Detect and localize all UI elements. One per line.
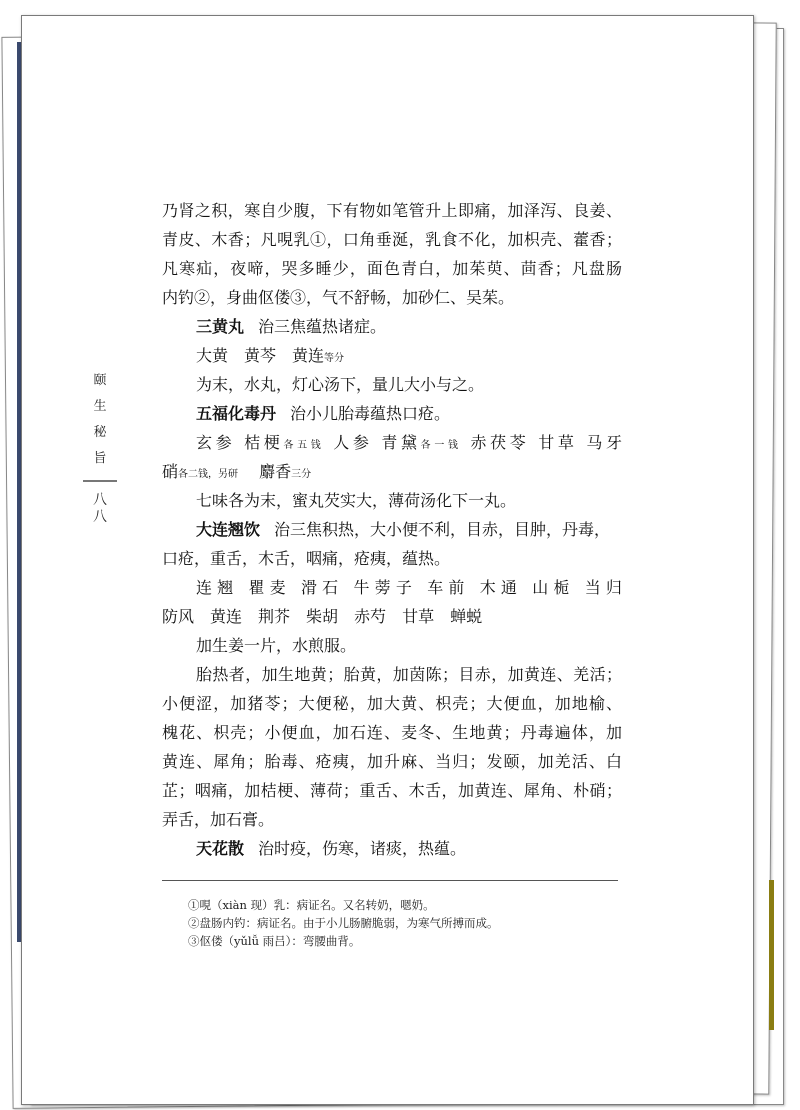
herb-line [162,428,622,457]
footnote-rule [162,880,618,881]
dose: 各五钱 [283,440,325,451]
dose: 三分 [291,469,312,480]
book-title-char: 生 [93,399,107,414]
formula-name: 五福化毒丹 [196,404,277,423]
footnote: ①哯（xiàn 现）乳：病证名。又名转奶，嗯奶。 [188,898,435,912]
formula-desc: 治时疫，伤寒，诸痰，热蕴。 [258,839,467,858]
herb: 滑石 [301,578,344,597]
dose: 等分 [324,353,345,364]
formula-name: 三黄丸 [196,317,245,336]
herb-line [162,573,622,602]
body-text [162,196,622,863]
herb: 车前 [427,578,470,597]
footnote: ②盘肠内钓：病证名。由于小儿肠腑脆弱，为寒气所搏而成。 [188,916,499,930]
herb: 马牙 [586,433,622,452]
herb: 麝香 [259,462,292,481]
cover-edge-olive [769,880,774,1030]
formula-name: 大连翘饮 [196,520,261,539]
formula-heading [162,515,622,544]
herb: 赤芍 [354,607,387,626]
herb: 柴胡 [306,607,339,626]
herb: 木通 [479,578,522,597]
herb: 牛蒡子 [353,578,417,597]
dose: 各二钱，另研 [178,469,239,480]
herb: 黄连 [292,346,325,365]
herb-line [162,602,622,631]
running-head-rule [83,480,117,482]
herb: 荆芥 [258,607,291,626]
book-title-char: 秘 [93,425,107,440]
text-line: 黄连、犀角；胎毒、疮痍，加升麻、当归；发颐，加羌活、白 [162,752,622,771]
book-title-char: 旨 [93,451,107,466]
herb: 桔梗 [244,433,284,452]
footnote: ③伛偻（yǔlǚ 雨吕）：弯腰曲背。 [188,934,361,948]
herb: 甘草 [402,607,435,626]
formula-heading [162,312,622,341]
herb: 人参 [333,433,373,452]
footnotes [188,896,499,950]
text-line: 内钓②，身曲伛偻③，气不舒畅，加砂仁、吴茱。 [162,288,515,307]
herb: 蝉蜕 [450,607,483,626]
herb: 硝 [162,462,179,481]
formula-desc: 治三焦蕴热诸症。 [258,317,387,336]
herb: 连翘 [196,578,239,597]
formula-heading [162,399,622,428]
usage-line: 为末，水丸，灯心汤下，量儿大小与之。 [196,375,485,394]
formula-desc: 治小儿胎毒蕴热口疮。 [290,404,451,423]
book-title-char: 颐 [93,373,107,388]
formula-name: 天花散 [196,839,245,858]
herb-line [162,341,622,370]
text-line: 青皮、木香；凡哯乳①，口角垂涎，乳食不化，加枳壳、藿香； [162,230,622,249]
herb: 山栀 [532,578,575,597]
herb: 防风 [162,607,195,626]
formula-heading [162,834,622,863]
text-line: 凡寒疝，夜啼，哭多睡少，面色青白，加茱萸、茴香；凡盘肠 [162,259,622,278]
herb: 青黛 [381,433,421,452]
herb: 黄芩 [244,346,277,365]
herb: 大黄 [196,346,229,365]
herb: 黄连 [210,607,243,626]
text-line: 口疮，重舌，木舌，咽痛，疮痍，蕴热。 [162,549,451,568]
herb: 甘草 [538,433,578,452]
page-number-char: 八 [93,492,107,508]
usage-line: 七味各为末，蜜丸芡实大，薄荷汤化下一丸。 [196,491,517,510]
usage-line: 加生姜一片，水煎服。 [196,636,357,655]
herb-line [162,457,622,486]
dose: 各一钱 [420,440,462,451]
text-line: 芷；咽痛，加桔梗、薄荷；重舌、木舌，加黄连、犀角、朴硝； [162,781,622,800]
text-line: 弄舌，加石膏。 [162,810,275,829]
text-line: 小便涩，加猪苓；大便秘，加大黄、枳壳；大便血，加地榆、 [162,694,622,713]
herb: 当归 [584,578,622,597]
text-line: 胎热者，加生地黄；胎黄，加茵陈；目赤，加黄连、羌活； [196,665,622,684]
text-line: 乃肾之积，寒自少腹，下有物如笔管升上即痛，加泽泻、良姜、 [162,201,622,220]
herb: 玄参 [196,433,236,452]
running-head [80,368,120,526]
text-line: 槐花、枳壳；小便血，加石连、麦冬、生地黄；丹毒遍体，加 [162,723,622,742]
page-number-char: 八 [93,509,107,525]
herb: 赤茯苓 [470,433,530,452]
herb: 瞿麦 [248,578,291,597]
formula-desc: 治三焦积热，大小便不利，目赤，目肿，丹毒， [274,520,611,539]
